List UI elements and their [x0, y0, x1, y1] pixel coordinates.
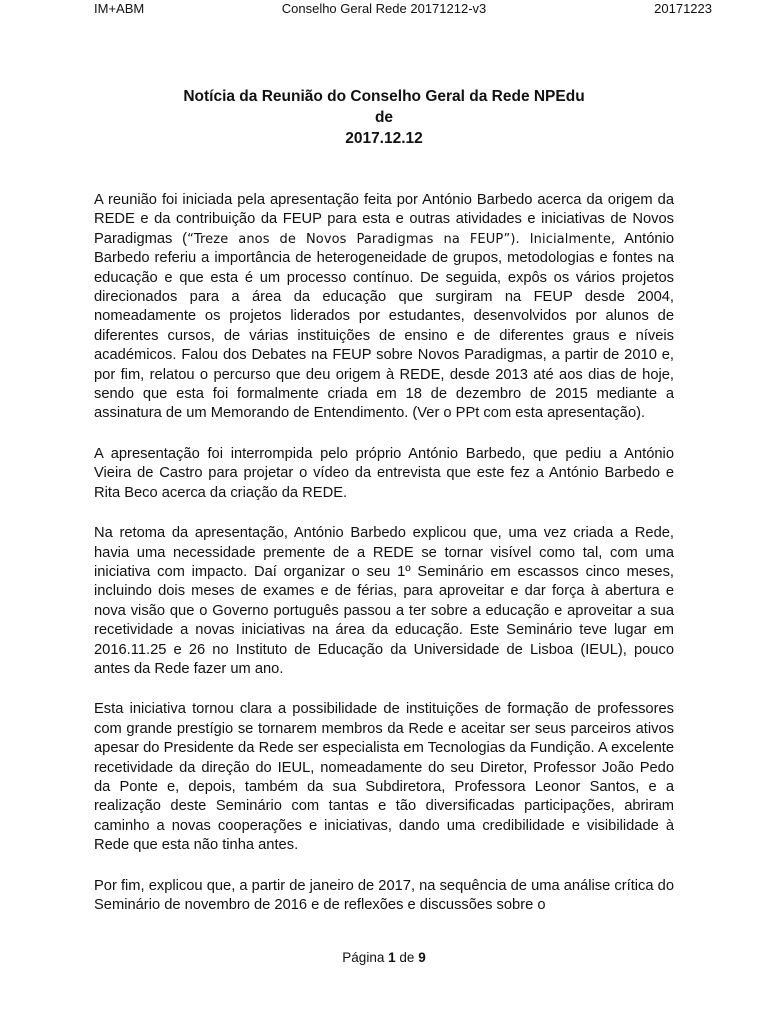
page-total-number: 9 [418, 950, 426, 965]
paragraph-1-rest: António Barbedo referiu a importância de heterogeneidade de grupos, metodologias e fontes na educação e que esta é um processo contínuo. De seguida, expôs os vários projetos direcionados para a área da educação que surgiram na FEUP desde 2004, nomeadamente os projetos liderados por estudantes, desenvolvidos por alunos de diferentes cursos, de várias instituições de ensino e de diferentes graus e níveis académicos. Falou dos Debates na FEUP sobre Novos Paradigmas, a partir de 2010 e, por fim, relatou o percurso que deu origem à REDE, desde 2013 até aos dias de hoje, sendo que esta foi formalmente criada em 18 de dezembro de 2015 mediante a assinatura de um Memorando de Entendimento. (Ver o PPt com esta apresentação). [94, 230, 674, 422]
header-document-version: Conselho Geral Rede 20171212-v3 [281, 1, 487, 16]
page-of-label: de [399, 950, 415, 965]
header-authors: IM+ABM [94, 1, 145, 16]
title-line-3: 2017.12.12 [345, 130, 423, 147]
title-line-1: Notícia da Reunião do Conselho Geral da Rede NPEdu [183, 88, 585, 105]
title-line-2: de [374, 109, 394, 126]
paragraph-3: Na retoma da apresentação, António Barbedo explicou que, uma vez criada a Rede, havia uma necessidade premente de a REDE se tornar visível como tal, com uma iniciativa com impacto. Daí organizar o seu 1º Seminário em escassos cinco meses, incluindo dois meses de exames e de férias, para aproveitar e dar força à abertura e nova visão que o Governo português passou a ter sobre a educação e aproveitar a sua recetividade a novas iniciativas na área da educação. Este Seminário teve lugar em 2016.11.25 e 26 no Instituto de Educação da Universidade de Lisboa (IEUL), pouco antes da Rede fazer um ano. [94, 525, 674, 677]
paragraph-5: Por fim, explicou que, a partir de janeiro de 2017, na sequência de uma análise crítica do Seminário de novembro de 2016 e de reflexões e discussões sobre o [94, 877, 674, 913]
page-label: Página [342, 950, 385, 965]
paragraph-2: A apresentação foi interrompida pelo próprio António Barbedo, que pediu a António Vieira de Castro para projetar o vídeo da entrevista que este fez a António Barbedo e Rita Beco acerca da criação da REDE. [94, 445, 674, 501]
paragraph-4: Esta iniciativa tornou clara a possibilidade de instituições de formação de professores com grande prestígio se tornarem membros da Rede e aceitar ser seus parceiros ativos apesar do Presidente da Rede ser especialista em Tecnologias da Fundição. A excelente recetividade da direção do IEUL, nomeadamente do seu Diretor, Professor João Pedo da Ponte e, depois, também da sua Subdiretora, Professora Leonor Santos, e a realização deste Seminário com tantas e tão diversificadas participações, abriram caminho a novas cooperações e iniciativas, dando uma credibilidade e visibilidade à Rede que esta não tinha antes. [94, 701, 674, 854]
presentation-citation: “Treze anos de Novos Paradigmas na FEUP”). Inicialmente, [187, 231, 616, 247]
page-header [0, 0, 768, 22]
page-current-number: 1 [388, 950, 396, 965]
document-body [94, 191, 674, 915]
paragraph-1-intro: A reunião foi iniciada pela apresentação feita por António Barbedo acerca da origem da REDE e da contribuição da FEUP para esta e outras atividades e iniciativas de Novos Paradigmas ( [94, 192, 674, 247]
page-footer [0, 949, 768, 967]
document-title [94, 86, 674, 149]
header-date: 20171223 [654, 1, 712, 16]
paragraph-1 [94, 191, 674, 424]
